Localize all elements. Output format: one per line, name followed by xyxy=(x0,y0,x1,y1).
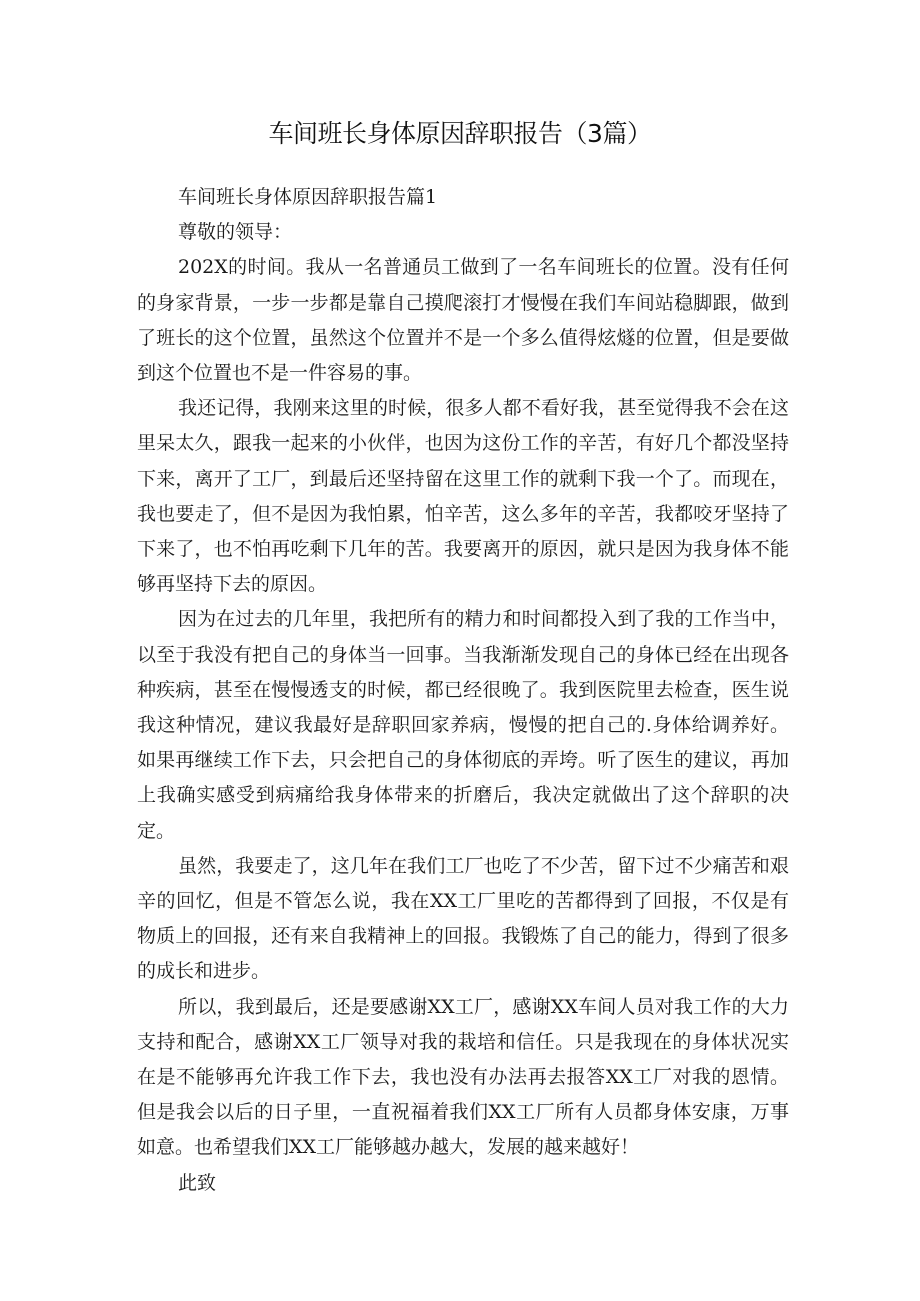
paragraph-4: 虽然，我要走了，这几年在我们工厂也吃了不少苦，留下过不少痛苦和艰辛的回忆，但是不管怎么说，我在XX工厂里吃的苦都得到了回报，不仅是有物质上的回报，还有来自我精神上的回报。我锻炼了自己的能力，得到了很多的成长和进步。 xyxy=(137,854,789,983)
salutation: 尊敬的领导： xyxy=(178,221,293,244)
paragraph-2: 我还记得，我刚来这里的时候，很多人都不看好我，甚至觉得我不会在这里呆太久，跟我一起来的小伙伴，也因为这份工作的辛苦，有好几个都没坚持下来，离开了工厂，到最后还坚持留在这里工作的就剩下我一个了。而现在，我也要走了，但不是因为我怕累，怕辛苦，这么多年的辛苦，我都咬牙坚持了下来了，也不怕再吃剩下几年的苦。我要离开的原因，就只是因为我身体不能够再坚持下去的原因。 xyxy=(137,397,789,596)
section-heading: 车间班长身体原因辞职报告篇1 xyxy=(178,186,438,208)
closing: 此致 xyxy=(178,1171,217,1194)
paragraph-3: 因为在过去的几年里，我把所有的精力和时间都投入到了我的工作当中，以至于我没有把自己的身体当一回事。当我渐渐发现自己的身体已经在出现各种疾病，甚至在慢慢透支的时候，都已经很晚了。我到医院里去检查，医生说我这种情况，建议我最好是辞职回家养病，慢慢的把自己的.身体给调养好。如果再继续工作下去，只会把自己的身体彻底的弄垮。听了医生的建议，再加上我确实感受到病痛给我身体带来的折磨后，我决定就做出了这个辞职的决定。 xyxy=(137,608,789,842)
document-body xyxy=(137,180,789,1201)
document-title: 车间班长身体原因辞职报告（3篇） xyxy=(268,119,652,148)
paragraph-5: 所以，我到最后，还是要感谢XX工厂，感谢XX车间人员对我工作的大力支持和配合，感谢XX工厂领导对我的栽培和信任。只是我现在的身体状况实在是不能够再允许我工作下去，我也没有办法再去报答XX工厂对我的恩情。但是我会以后的日子里，一直祝福着我们XX工厂所有人员都身体安康，万事如意。也希望我们XX工厂能够越办越大，发展的越来越好！ xyxy=(137,995,789,1159)
paragraph-1: 202X的时间。我从一名普通员工做到了一名车间班长的位置。没有任何的身家背景，一步一步都是靠自己摸爬滚打才慢慢在我们车间站稳脚跟，做到了班长的这个位置，虽然这个位置并不是一个多么值得炫燧的位置，但是要做到这个位置也不是一件容易的事。 xyxy=(137,256,789,385)
